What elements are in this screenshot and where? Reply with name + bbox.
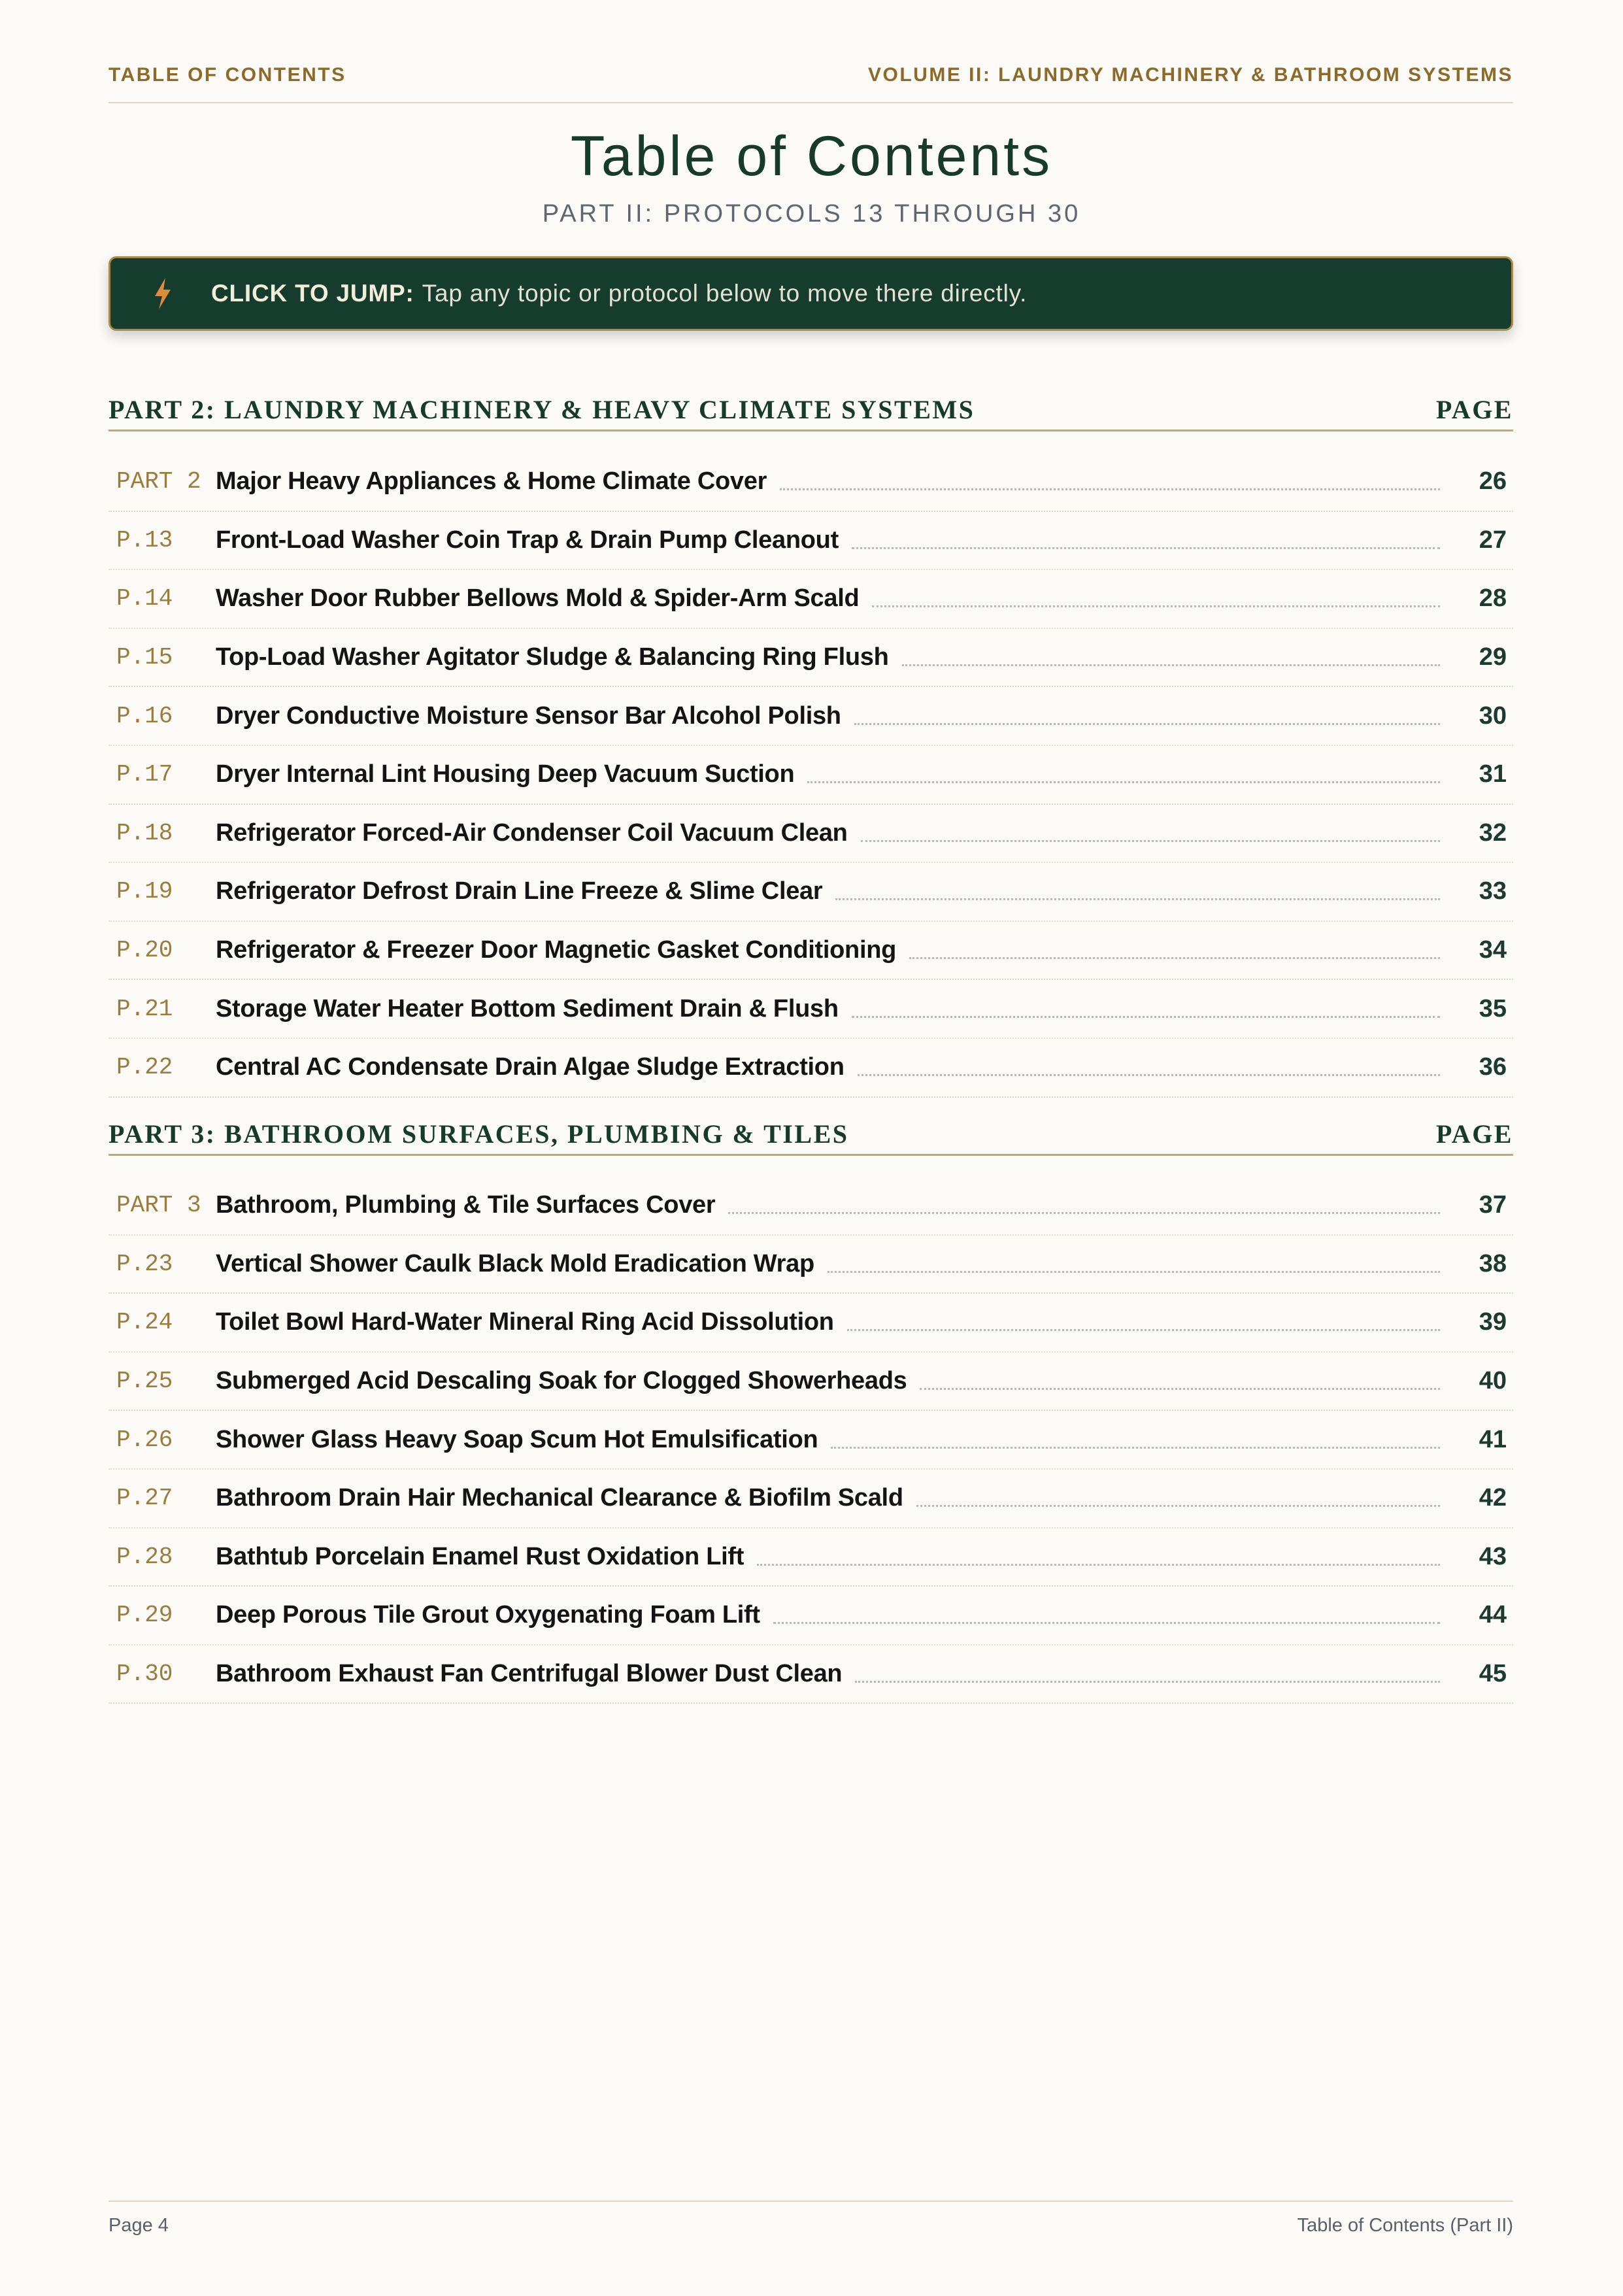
protocol-title: Bathroom, Plumbing & Tile Surfaces Cover <box>216 1191 716 1219</box>
toc-entry-link[interactable] <box>109 1039 1513 1098</box>
protocol-code: P.17 <box>116 761 173 788</box>
protocol-code: P.23 <box>116 1250 173 1277</box>
toc-entry-link[interactable] <box>109 1177 1513 1236</box>
toc-entry-link[interactable] <box>109 1411 1513 1470</box>
page-number: 42 <box>1479 1484 1507 1512</box>
page-number: 29 <box>1479 643 1507 671</box>
protocol-code: P.29 <box>116 1602 173 1629</box>
protocol-title: Front-Load Washer Coin Trap & Drain Pump Cleanout <box>216 526 839 554</box>
toc-entry-link[interactable] <box>109 922 1513 981</box>
page-number: 39 <box>1479 1308 1507 1336</box>
page-number: 32 <box>1479 819 1507 847</box>
section-heading-part-2 <box>109 394 1513 431</box>
page-number: 27 <box>1479 526 1507 554</box>
toc-entry-link[interactable] <box>109 1294 1513 1353</box>
protocol-code: P.25 <box>116 1368 173 1395</box>
page-number: 34 <box>1479 936 1507 964</box>
dot-leader <box>852 1016 1440 1018</box>
dot-leader <box>835 898 1440 900</box>
page-number: 36 <box>1479 1053 1507 1081</box>
page-title: Table of Contents <box>570 125 1053 188</box>
toc-entry-link[interactable] <box>109 570 1513 629</box>
running-header <box>109 64 1513 86</box>
toc-entry-link[interactable] <box>109 980 1513 1039</box>
protocol-title: Storage Water Heater Bottom Sediment Drain & Flush <box>216 994 839 1022</box>
banner-instruction: Tap any topic or protocol below to move there directly. <box>422 280 1028 307</box>
running-header-left: TABLE OF CONTENTS <box>109 64 346 86</box>
footer-page-number: Page 4 <box>109 2215 169 2236</box>
dot-leader <box>807 781 1440 783</box>
toc-entry-link[interactable] <box>109 687 1513 746</box>
protocol-code: P.30 <box>116 1661 173 1688</box>
protocol-code: P.26 <box>116 1426 173 1453</box>
protocol-code: P.24 <box>116 1309 173 1336</box>
dot-leader <box>920 1388 1440 1390</box>
protocol-code: P.21 <box>116 995 173 1022</box>
toc-entry-link[interactable] <box>109 746 1513 805</box>
protocol-title: Refrigerator Forced-Air Condenser Coil Vacuum Clean <box>216 819 848 847</box>
toc-list-part-3 <box>109 1177 1513 1704</box>
protocol-code: P.15 <box>116 644 173 671</box>
page-number: 40 <box>1479 1367 1507 1395</box>
toc-entry-link[interactable] <box>109 1353 1513 1411</box>
section-title: PART 3: BATHROOM SURFACES, PLUMBING & TILES <box>109 1119 849 1149</box>
protocol-code: P.20 <box>116 937 173 964</box>
toc-entry-link[interactable] <box>109 1236 1513 1294</box>
protocol-title: Washer Door Rubber Bellows Mold & Spider-Arm Scald <box>216 584 860 613</box>
lightning-bolt-icon <box>151 277 175 311</box>
dot-leader <box>858 1074 1440 1076</box>
protocol-code: P.16 <box>116 702 173 730</box>
toc-entry-link[interactable] <box>109 863 1513 922</box>
running-header-right: VOLUME II: LAUNDRY MACHINERY & BATHROOM SYSTEMS <box>868 64 1513 86</box>
dot-leader <box>780 488 1440 490</box>
page-number: 38 <box>1479 1249 1507 1277</box>
protocol-title: Toilet Bowl Hard-Water Mineral Ring Acid Dissolution <box>216 1308 834 1336</box>
dot-leader <box>872 605 1440 607</box>
toc-entry-link[interactable] <box>109 512 1513 571</box>
protocol-title: Refrigerator Defrost Drain Line Freeze & Slime Clear <box>216 877 823 905</box>
toc-entry-link[interactable] <box>109 1528 1513 1587</box>
protocol-code: P.19 <box>116 878 173 905</box>
protocol-title: Bathtub Porcelain Enamel Rust Oxidation Lift <box>216 1542 745 1570</box>
dot-leader <box>757 1564 1440 1566</box>
dot-leader <box>828 1271 1440 1273</box>
section-title: PART 2: LAUNDRY MACHINERY & HEAVY CLIMATE SYSTEMS <box>109 395 975 424</box>
page-number: 28 <box>1479 584 1507 613</box>
protocol-title: Bathroom Exhaust Fan Centrifugal Blower Dust Clean <box>216 1660 843 1688</box>
page-number: 45 <box>1479 1660 1507 1688</box>
protocol-title: Dryer Conductive Moisture Sensor Bar Alcohol Polish <box>216 701 841 730</box>
toc-entry-link[interactable] <box>109 629 1513 688</box>
protocol-title: Major Heavy Appliances & Home Climate Cover <box>216 467 767 496</box>
protocol-code: PART 2 <box>116 468 201 496</box>
section-page-label: PAGE <box>1435 1119 1513 1149</box>
dot-leader <box>854 723 1440 725</box>
protocol-code: P.14 <box>116 585 173 613</box>
page-number: 43 <box>1479 1542 1507 1570</box>
page-number: 31 <box>1479 760 1507 788</box>
protocol-code: P.13 <box>116 526 173 554</box>
protocol-code: PART 3 <box>116 1192 201 1219</box>
page-footer <box>109 2215 1513 2237</box>
dot-leader <box>902 664 1440 666</box>
dot-leader <box>855 1681 1440 1683</box>
protocol-title: Central AC Condensate Drain Algae Sludge Extraction <box>216 1053 845 1081</box>
toc-entry-link[interactable] <box>109 453 1513 512</box>
section-heading-part-3 <box>109 1118 1513 1156</box>
footer-doc-title: Table of Contents (Part II) <box>1297 2215 1513 2236</box>
toc-entry-link[interactable] <box>109 1587 1513 1646</box>
toc-entry-link[interactable] <box>109 1470 1513 1528</box>
dot-leader <box>909 957 1440 959</box>
protocol-title: Dryer Internal Lint Housing Deep Vacuum Suction <box>216 760 795 788</box>
page-number: 41 <box>1479 1425 1507 1453</box>
protocol-code: P.22 <box>116 1054 173 1081</box>
footer-divider <box>109 2201 1513 2202</box>
header-divider <box>109 102 1513 103</box>
dot-leader <box>852 547 1440 549</box>
protocol-title: Vertical Shower Caulk Black Mold Eradication Wrap <box>216 1249 814 1277</box>
banner-label: CLICK TO JUMP: <box>211 280 414 307</box>
page-subtitle: PART II: PROTOCOLS 13 THROUGH 30 <box>542 200 1081 228</box>
toc-entry-link[interactable] <box>109 1646 1513 1704</box>
page-number: 30 <box>1479 701 1507 730</box>
toc-entry-link[interactable] <box>109 805 1513 864</box>
page-number: 44 <box>1479 1601 1507 1629</box>
page-number: 37 <box>1479 1191 1507 1219</box>
dot-leader <box>861 840 1440 842</box>
protocol-code: P.18 <box>116 819 173 847</box>
protocol-title: Top-Load Washer Agitator Sludge & Balancing Ring Flush <box>216 643 889 671</box>
protocol-title: Deep Porous Tile Grout Oxygenating Foam Lift <box>216 1601 760 1629</box>
page-number: 35 <box>1479 994 1507 1022</box>
dot-leader <box>916 1505 1440 1507</box>
protocol-title: Submerged Acid Descaling Soak for Clogged Showerheads <box>216 1367 907 1395</box>
page-number: 26 <box>1479 467 1507 496</box>
dot-leader <box>728 1212 1440 1214</box>
protocol-title: Shower Glass Heavy Soap Scum Hot Emulsification <box>216 1425 818 1453</box>
dot-leader <box>773 1622 1440 1624</box>
dot-leader <box>847 1329 1440 1331</box>
protocol-title: Bathroom Drain Hair Mechanical Clearance & Biofilm Scald <box>216 1484 903 1512</box>
dot-leader <box>831 1447 1440 1449</box>
section-page-label: PAGE <box>1435 395 1513 424</box>
page-number: 33 <box>1479 877 1507 905</box>
protocol-title: Refrigerator & Freezer Door Magnetic Gasket Conditioning <box>216 936 897 964</box>
protocol-code: P.27 <box>116 1485 173 1512</box>
toc-list-part-2 <box>109 453 1513 1098</box>
banner-text <box>211 280 1027 307</box>
protocol-code: P.28 <box>116 1543 173 1570</box>
click-to-jump-banner <box>109 256 1513 331</box>
